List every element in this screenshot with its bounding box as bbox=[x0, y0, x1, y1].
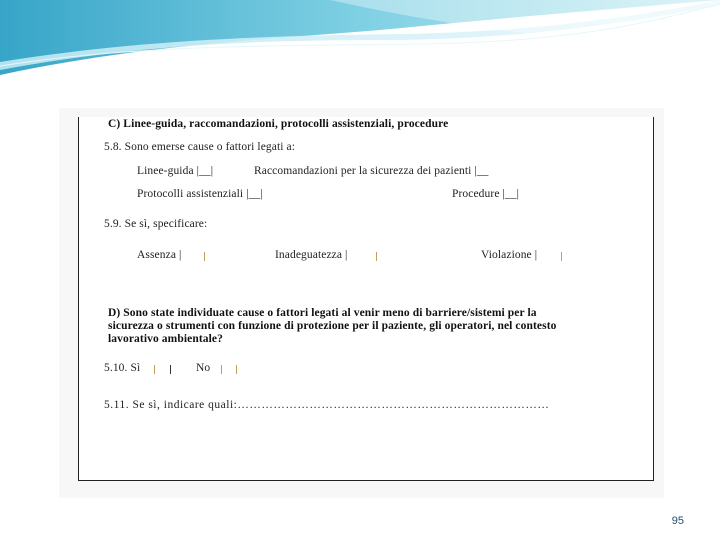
checkbox-assenza bbox=[204, 252, 205, 261]
question-5-10-no: No bbox=[196, 362, 211, 374]
checkbox-violazione bbox=[561, 252, 562, 261]
section-d-heading-line3: lavorativo ambientale? bbox=[108, 333, 223, 345]
option-procedure: Procedure |__| bbox=[452, 188, 519, 200]
checkbox-yes-left bbox=[154, 365, 155, 374]
option-raccomandazioni: Raccomandazioni per la sicurezza dei pazienti |__ bbox=[254, 165, 489, 177]
section-c-heading: C) Linee-guida, raccomandazioni, protocolli assistenziali, procedure bbox=[108, 118, 449, 130]
section-d-heading-line2: sicurezza o strumenti con funzione di protezione per il paziente, gli operatori, nel contesto bbox=[108, 320, 557, 332]
section-d-heading-line1: D) Sono state individuate cause o fattori legati al venir meno di barriere/sistemi per la bbox=[108, 307, 537, 319]
checkbox-no-right bbox=[236, 365, 237, 374]
checkbox-yes-right bbox=[170, 365, 171, 374]
question-5-9: 5.9. Se sì, specificare: bbox=[104, 218, 208, 230]
checkbox-inadeguatezza bbox=[376, 252, 377, 261]
option-linee-guida: Linee-guida |__| bbox=[137, 165, 214, 177]
option-violazione: Violazione | bbox=[481, 249, 538, 261]
question-5-10-yes: 5.10. Sì bbox=[104, 362, 141, 374]
question-5-8: 5.8. Sono emerse cause o fattori legati a: bbox=[104, 141, 296, 153]
option-inadeguatezza: Inadeguatezza | bbox=[275, 249, 348, 261]
question-5-11: 5.11. Se sì, indicare quali:…………………………………………………………………… bbox=[104, 399, 550, 411]
checkbox-no-left bbox=[221, 365, 222, 374]
option-assenza: Assenza | bbox=[137, 249, 182, 261]
option-protocolli: Protocolli assistenziali |__| bbox=[137, 188, 263, 200]
header-wave-banner bbox=[0, 0, 720, 90]
slide-page-number: 95 bbox=[671, 515, 684, 527]
